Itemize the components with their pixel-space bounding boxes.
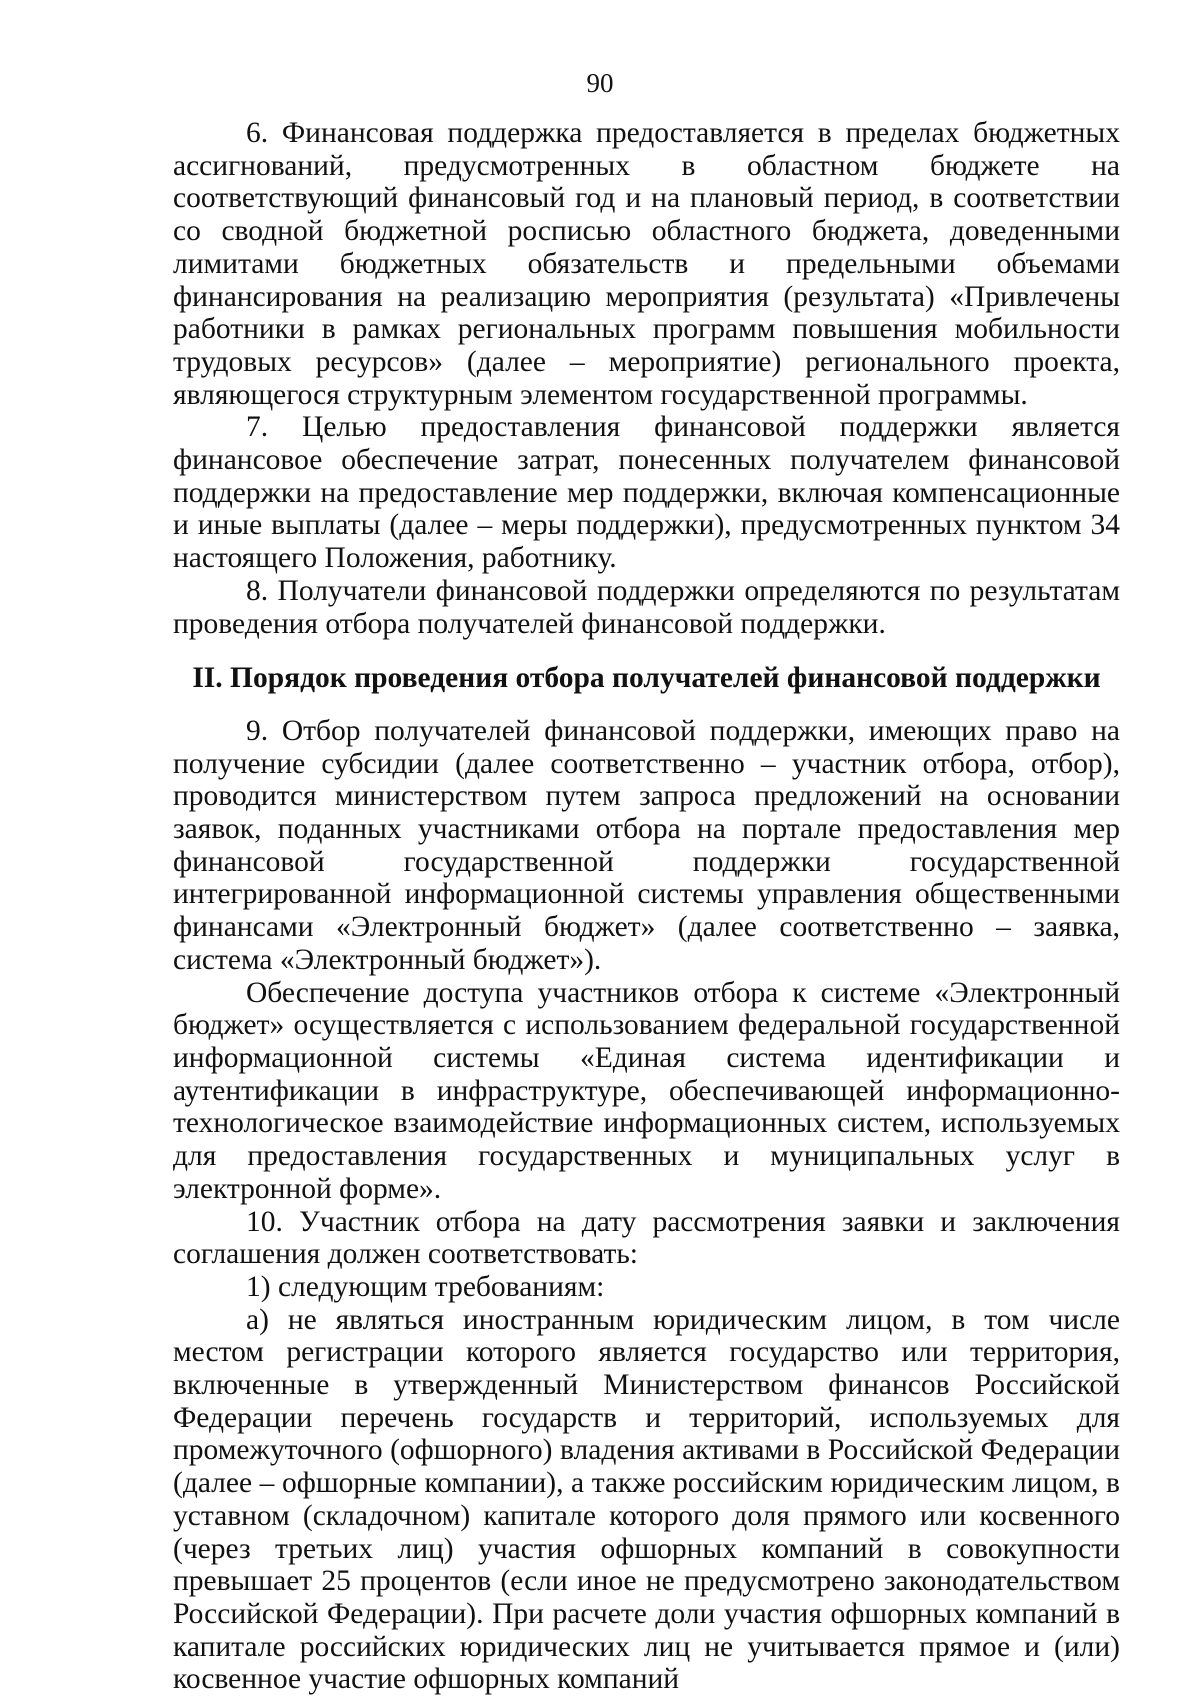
paragraph-access: Обеспечение доступа участников отбора к системе «Электронный бюджет» осуществляется с использованием федеральной государственной информационной системы «Единая система идентификации и аутентификации в инфраструктуре, обеспечивающей информационно-технологическое взаимодействие информационных систем, используемых для предоставления государственных и муниципальных услуг в электронной форме». [173, 976, 1120, 1205]
paragraph-8: 8. Получатели финансовой поддержки определяются по результатам проведения отбора получателей финансовой поддержки. [173, 574, 1120, 640]
paragraph-10-item-1a: а) не являться иностранным юридическим лицом, в том числе местом регистрации которого является государство или территория, включенные в утвержденный Министерством финансов Российской Федерации перечень государств и территорий, используемых для промежуточного (офшорного) владения активами в Российской Федерации (далее – офшорные компании), а также российским юридическим лицом, в уставном (складочном) капитале которого доля прямого или косвенного (через третьих лиц) участия офшорных компаний в совокупности превышает 25 процентов (если иное не предусмотрено законодательством Российской Федерации). При расчете доли участия офшорных компаний в капитале российских юридических лиц не учитывается прямое и (или) косвенное участие офшорных компаний [173, 1303, 1120, 1696]
section-heading: II. Порядок проведения отбора получателей финансовой поддержки [192, 662, 1101, 695]
paragraph-10-item-1: 1) следующим требованиям: [246, 1270, 605, 1303]
paragraph-6: 6. Финансовая поддержка предоставляется в пределах бюджетных ассигнований, предусмотренных в областном бюджете на соответствующий финансовый год и на плановый период, в соответствии со сводной бюджетной росписью областного бюджета, доведенными лимитами бюджетных обязательств и предельными объемами финансирования на реализацию мероприятия (результата) «Привлечены работники в рамках региональных программ повышения мобильности трудовых ресурсов» (далее – мероприятие) регионального проекта, являющегося структурным элементом государственной программы. [173, 117, 1120, 411]
page-number: 90 [586, 68, 614, 98]
paragraph-10: 10. Участник отбора на дату рассмотрения заявки и заключения соглашения должен соответствовать: [173, 1205, 1120, 1271]
document-body [173, 117, 1120, 1696]
paragraph-9: 9. Отбор получателей финансовой поддержки, имеющих право на получение субсидии (далее соответственно – участник отбора, отбор), проводится министерством путем запроса предложений на основании заявок, поданных участниками отбора на портале предоставления мер финансовой государственной поддержки государственной интегрированной информационной системы управления общественными финансами «Электронный бюджет» (далее соответственно – заявка, система «Электронный бюджет»). [173, 714, 1120, 976]
paragraph-7: 7. Целью предоставления финансовой поддержки является финансовое обеспечение затрат, понесенных получателем финансовой поддержки на предоставление мер поддержки, включая компенсационные и иные выплаты (далее – меры поддержки), предусмотренных пунктом 34 настоящего Положения, работнику. [173, 411, 1120, 575]
